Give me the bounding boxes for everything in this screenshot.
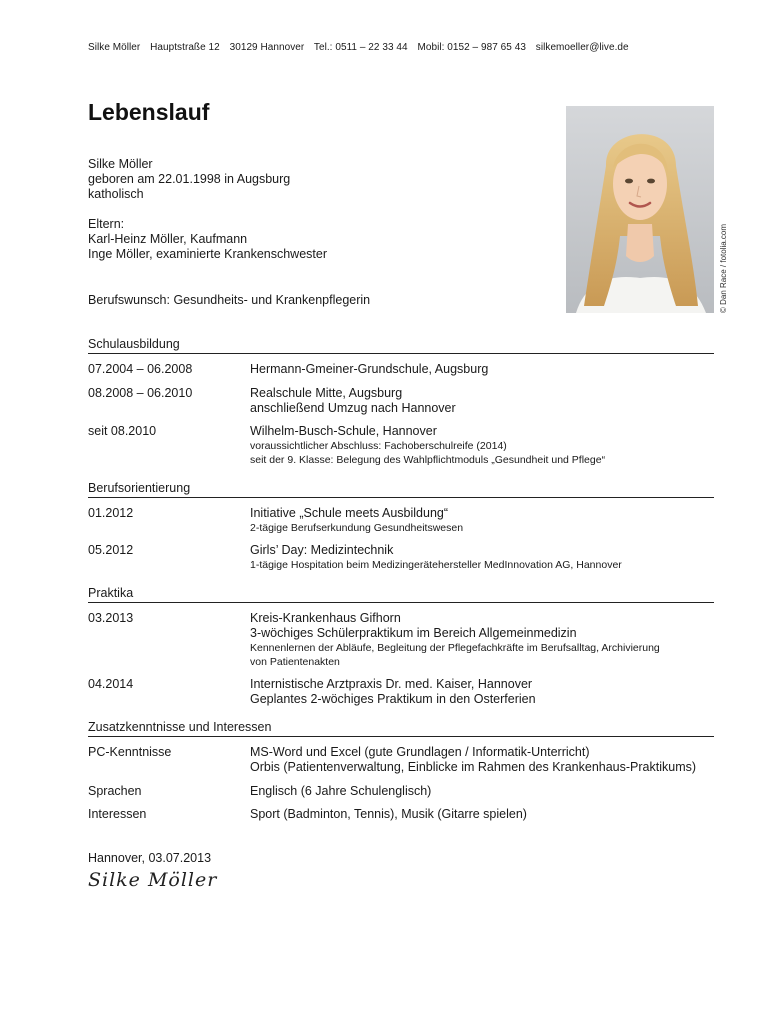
row-line: anschließend Umzug nach Hannover (250, 401, 456, 415)
school-row (88, 424, 714, 474)
personal-info (88, 157, 327, 262)
section-title: Praktika (88, 586, 714, 603)
row-description (250, 424, 714, 467)
header-mobile: Mobil: 0152 – 987 65 43 (417, 42, 526, 53)
row-date: 01.2012 (88, 506, 134, 520)
skills-row (88, 807, 714, 827)
row-line: Realschule Mitte, Augsburg (250, 386, 403, 400)
school-row (88, 386, 714, 424)
row-description (250, 807, 714, 822)
header-city: 30129 Hannover (229, 42, 305, 53)
parent-father: Karl-Heinz Möller, Kaufmann (88, 232, 248, 246)
career-wish: Berufswunsch: Gesundheits- und Krankenpflegerin (88, 293, 371, 307)
header-phone: Tel.: 0511 – 22 33 44 (313, 42, 408, 53)
section-skills (88, 720, 714, 827)
row-description (250, 386, 714, 416)
section-title: Zusatzkenntnisse und Interessen (88, 720, 714, 737)
orientation-row (88, 506, 714, 543)
row-line: Kreis-Krankenhaus Gifhorn (250, 611, 401, 625)
internship-row (88, 677, 714, 713)
place-date: Hannover, 03.07.2013 (88, 851, 212, 865)
row-detail: voraussichtlicher Abschluss: Fachoberschulreife (2014) (250, 440, 507, 452)
row-date: 07.2004 – 06.2008 (88, 362, 193, 376)
row-line: Hermann-Gmeiner-Grundschule, Augsburg (250, 362, 489, 376)
row-line: Sport (Badminton, Tennis), Musik (Gitarre spielen) (250, 807, 527, 821)
row-line: MS-Word und Excel (gute Grundlagen / Informatik-Unterricht) (250, 745, 590, 759)
parent-mother: Inge Möller, examinierte Krankenschwester (88, 247, 328, 261)
row-line: Geplantes 2-wöchiges Praktikum in den Osterferien (250, 692, 536, 706)
row-detail: 2-tägige Berufserkundung Gesundheitswesen (250, 522, 464, 534)
row-description (250, 745, 714, 775)
section-school (88, 337, 714, 474)
personal-name: Silke Möller (88, 157, 153, 171)
row-description (250, 611, 714, 669)
row-line: Orbis (Patientenverwaltung, Einblicke im Rahmen des Krankenhaus-Praktikums) (250, 760, 697, 774)
skills-row (88, 784, 714, 807)
handwritten-signature: Silke Möller (88, 869, 218, 891)
row-date: 03.2013 (88, 611, 134, 625)
parents-label: Eltern: (88, 217, 125, 231)
header-name: Silke Möller (88, 42, 141, 53)
section-internships (88, 586, 714, 713)
header-email: silkemoeller@live.de (535, 42, 629, 53)
row-label: Sprachen (88, 784, 142, 798)
row-label: PC-Kenntnisse (88, 745, 172, 759)
row-detail: Kennenlernen der Abläufe, Begleitung der Pflegefachkräfte im Berufsalltag, Archivierung (250, 642, 660, 654)
row-detail: von Patientenakten (250, 656, 340, 668)
row-line: Initiative „Schule meets Ausbildung“ (250, 506, 449, 520)
page-title: Lebenslauf (88, 99, 210, 125)
row-description (250, 362, 714, 377)
row-detail: 1-tägige Hospitation beim Medizingerätehersteller MedInnovation AG, Hannover (250, 559, 622, 571)
row-detail: seit der 9. Klasse: Belegung des Wahlpflichtmoduls „Gesundheit und Pflege“ (250, 454, 606, 466)
row-line: Englisch (6 Jahre Schulenglisch) (250, 784, 432, 798)
row-line: Wilhelm-Busch-Schule, Hannover (250, 424, 437, 438)
section-title: Berufsorientierung (88, 481, 714, 498)
internship-row (88, 611, 714, 677)
row-date: 05.2012 (88, 543, 134, 557)
photo-credit: © Dan Race / fotolia.com (719, 223, 728, 313)
row-line: 3-wöchiges Schülerpraktikum im Bereich Allgemeinmedizin (250, 626, 577, 640)
row-description (250, 506, 714, 535)
row-line: Internistische Arztpraxis Dr. med. Kaiser, Hannover (250, 677, 533, 691)
row-date: 04.2014 (88, 677, 134, 691)
contact-header (88, 42, 636, 53)
personal-religion: katholisch (88, 187, 144, 201)
row-date: 08.2008 – 06.2010 (88, 386, 193, 400)
skills-row (88, 745, 714, 784)
school-row (88, 362, 714, 386)
row-line: Girls’ Day: Medizintechnik (250, 543, 394, 557)
header-street: Hauptstraße 12 (150, 42, 220, 53)
orientation-row (88, 543, 714, 579)
row-description (250, 543, 714, 572)
row-label: Interessen (88, 807, 147, 821)
row-description (250, 784, 714, 799)
row-date: seit 08.2010 (88, 424, 157, 438)
personal-birth: geboren am 22.01.1998 in Augsburg (88, 172, 291, 186)
section-title: Schulausbildung (88, 337, 714, 354)
section-orientation (88, 481, 714, 579)
applicant-photo (566, 106, 714, 313)
row-description (250, 677, 714, 707)
